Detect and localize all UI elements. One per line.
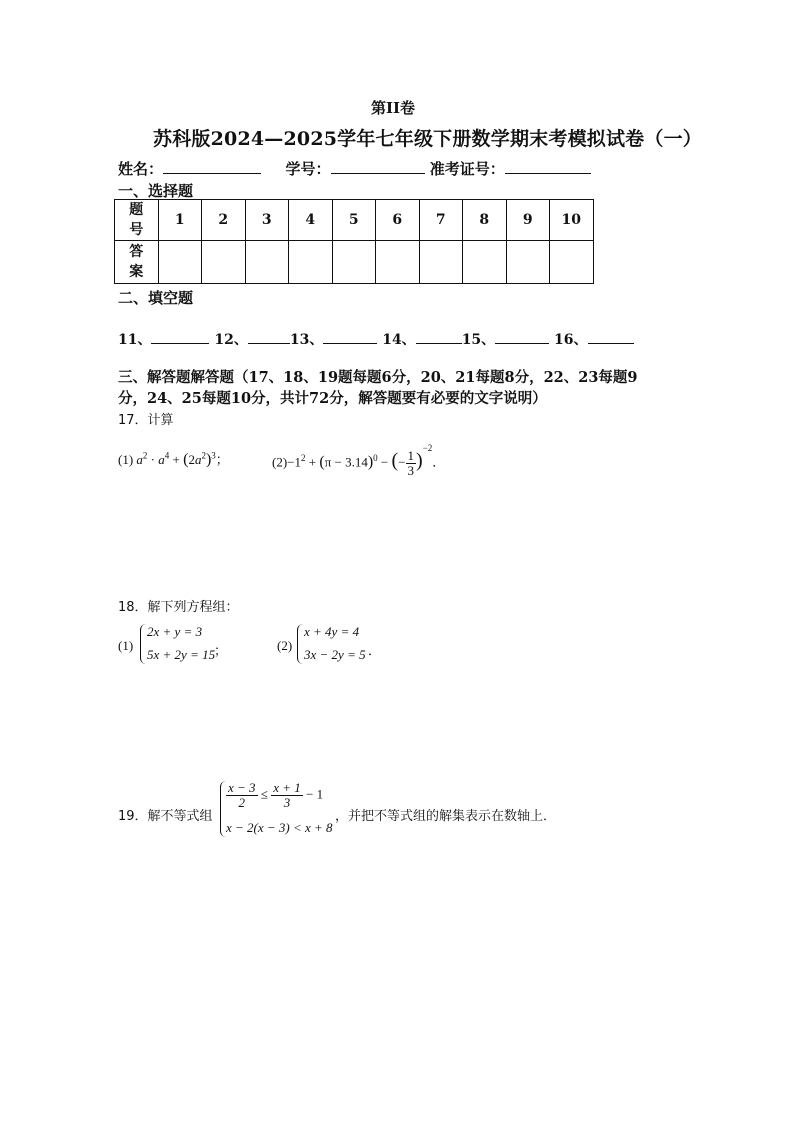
answer-cell[interactable] [289, 241, 333, 284]
volume-label: 第II卷 [371, 99, 416, 117]
section3-title-line1: 三、解答题解答题（17、18、19题每题6分，20、21每题8分，22、23每题9 [118, 369, 638, 386]
question-number: 2 [202, 200, 246, 241]
q18-part1-eq1: 2x + y = 3 [147, 624, 203, 639]
section1-title: 一、选择题 [118, 182, 194, 200]
answer-cell[interactable] [550, 241, 594, 284]
answer-cell[interactable] [158, 241, 202, 284]
answer-cell[interactable] [376, 241, 420, 284]
table-row [115, 200, 594, 241]
fill-in-line [118, 329, 634, 349]
q18-part1-eq2: 5x + 2y = 15 [147, 647, 216, 662]
q18-label: 18．解下列方程组： [118, 600, 239, 615]
exam-number-field[interactable] [505, 159, 591, 174]
fill-item-label: 11、 [118, 332, 152, 348]
fill-blank[interactable] [588, 329, 634, 344]
section2-title: 二、填空题 [118, 289, 194, 307]
q19-inequality-2: x − 2(x − 3) < x + 8 [226, 820, 333, 835]
q17-part2-tag: (2) [272, 454, 288, 470]
q19-label: 19．解不等式组 [118, 809, 213, 824]
answer-cell[interactable] [419, 241, 463, 284]
q17-part1-tag: (1) [118, 452, 134, 467]
name-label: 姓名： [118, 160, 164, 178]
fill-item-label: 13、 [289, 332, 324, 348]
student-id-field[interactable] [331, 159, 425, 174]
exam-number-label: 准考证号： [429, 160, 505, 178]
answer-cell[interactable] [332, 241, 376, 284]
answer-cell[interactable] [463, 241, 507, 284]
fill-blank[interactable] [495, 329, 549, 344]
fill-item-label: 12、 [214, 332, 248, 348]
fill-blank[interactable] [323, 329, 377, 344]
q19-inequality-1: $\frac{x - 3}{2}$ ≤ $\frac{x + 1}{3}$ − 1 [228, 780, 324, 810]
q18-part2-eq1: x + 4y = 4 [304, 624, 360, 639]
q18-part2-end: ． [368, 643, 382, 658]
fill-blank[interactable] [416, 329, 462, 344]
info-line [118, 158, 591, 179]
question-number: 4 [289, 200, 333, 241]
answer-cell[interactable] [506, 241, 550, 284]
answer-cell[interactable] [202, 241, 246, 284]
fill-blank[interactable] [151, 329, 209, 344]
q18-part2-eq2: 3x − 2y = 5 [304, 647, 366, 662]
fill-item-label: 15、 [461, 332, 496, 348]
question-number: 1 [158, 200, 202, 241]
q17-part2: $(2)-1^2 + (\pi - 3.14)^0$ − (− $\frac{1}{3}$ )$^{-2}$． [272, 443, 446, 478]
question-number: 6 [376, 200, 420, 241]
question-number: 10 [550, 200, 594, 241]
question-number: 5 [332, 200, 376, 241]
answer-table [114, 199, 594, 284]
q17-label: 17．计算 [118, 413, 174, 428]
q19-suffix: ，并把不等式组的解集表示在数轴上． [335, 809, 557, 824]
name-field[interactable] [163, 159, 261, 174]
question-number: 7 [419, 200, 463, 241]
table-row [115, 241, 594, 284]
q18-part2-brace [297, 624, 304, 664]
q18-part1-brace [140, 624, 147, 664]
answer-cell[interactable] [245, 241, 289, 284]
q18-part2-tag: (2) [277, 638, 293, 653]
q18-part1-tag: (1) [118, 638, 134, 653]
row-head-answer: 答案 [115, 241, 159, 284]
row-head-number: 题号 [115, 200, 159, 241]
question-number: 3 [245, 200, 289, 241]
page-title: 苏科版2024—2025学年七年级下册数学期末考模拟试卷（一） [153, 128, 702, 150]
question-number: 9 [506, 200, 550, 241]
section3-title-line2: 分，24、25每题10分，共计72分，解答题要有必要的文字说明） [118, 390, 547, 407]
student-id-label: 学号： [285, 160, 331, 178]
fill-item-label: 16、 [554, 332, 588, 348]
q17-part1: (1) $a^2 \cdot a^4 + (2a^2)^3$； [118, 450, 229, 468]
fill-blank[interactable] [248, 329, 290, 344]
fill-item-label: 14、 [382, 332, 416, 348]
q18-part1-sep: ； [214, 643, 228, 658]
question-number: 8 [463, 200, 507, 241]
